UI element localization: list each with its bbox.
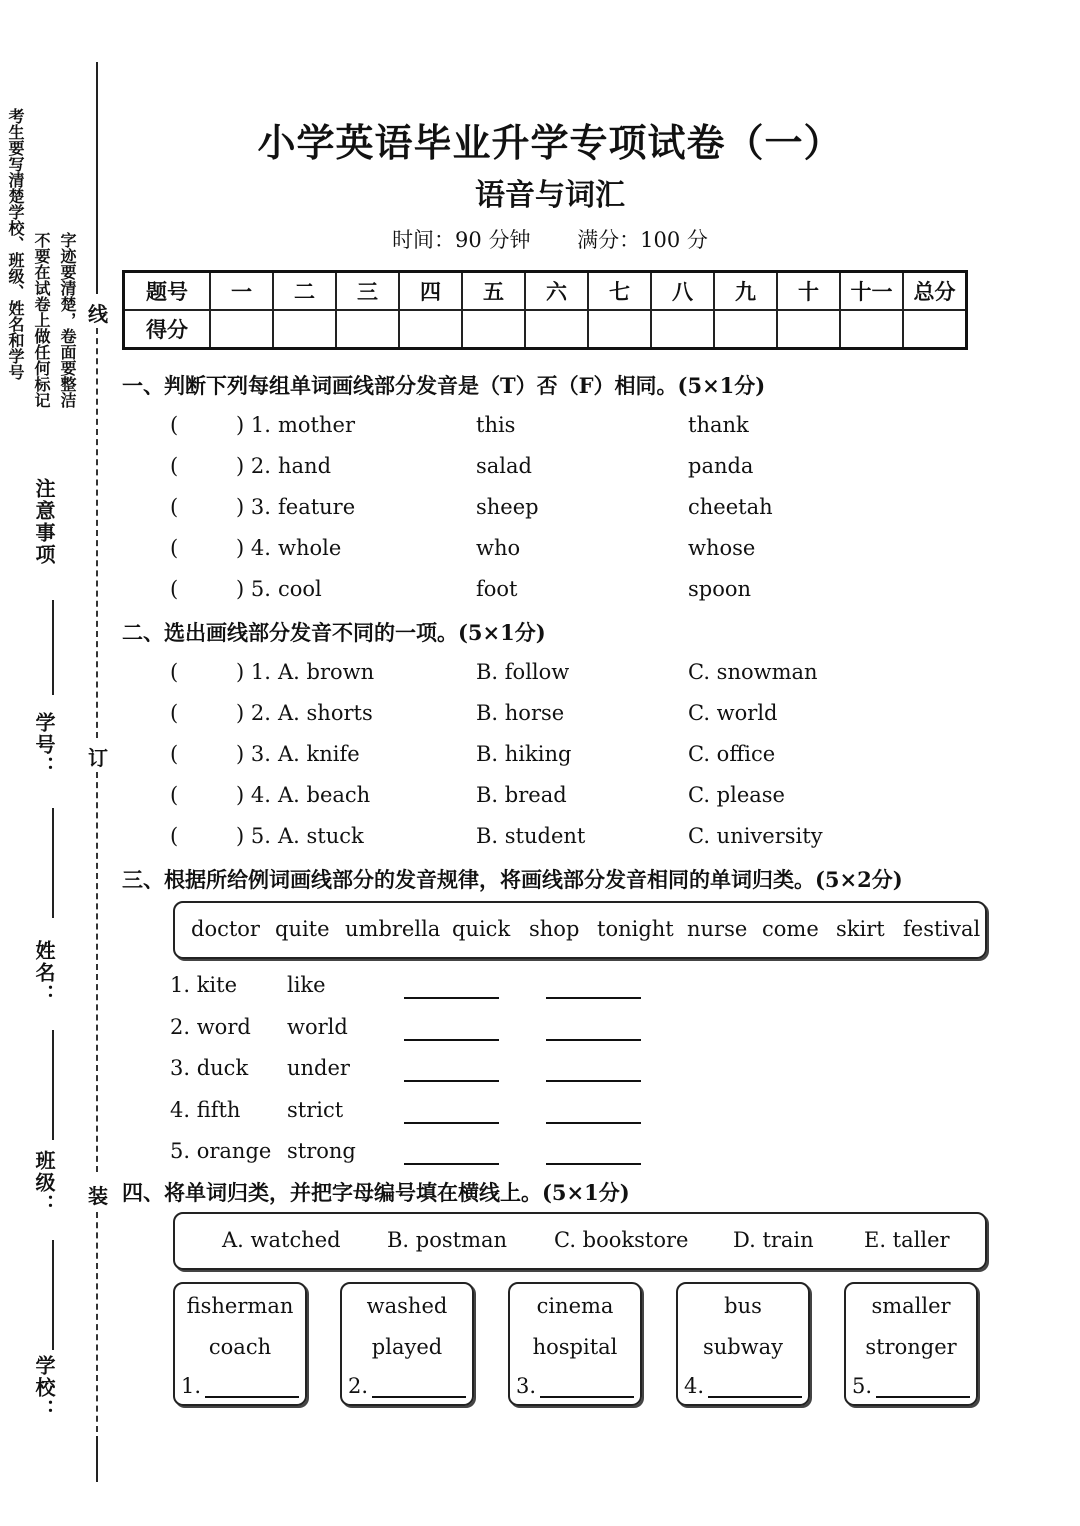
col-header: 四 — [399, 272, 462, 311]
col-header: 一 — [210, 272, 273, 311]
section-1-title: 一、判断下列每组单词画线部分发音是（T）否（F）相同。(5×1分) — [122, 373, 766, 398]
answer-blank[interactable] — [404, 1163, 499, 1165]
exam-info — [130, 224, 970, 254]
note-line-1: 考生要写清楚学校、班级、姓名和学号 — [6, 108, 25, 380]
score-cell[interactable] — [462, 310, 525, 349]
word-option: A. beach — [278, 783, 371, 807]
word-option: C. please — [688, 783, 785, 807]
answer-blank[interactable] — [404, 1080, 499, 1082]
option-bank-4 — [173, 1212, 987, 1270]
example-word: 2. word — [170, 1014, 251, 1039]
col-header: 九 — [714, 272, 777, 311]
col-header: 十 — [777, 272, 840, 311]
example-word: world — [287, 1014, 348, 1039]
word-bank-3 — [173, 901, 987, 959]
word-option: A. brown — [278, 660, 375, 684]
category-word: played — [371, 1335, 443, 1359]
answer-blank[interactable] — [404, 997, 499, 999]
col-header: 七 — [588, 272, 651, 311]
word-option: A. shorts — [278, 701, 373, 725]
table-row — [124, 272, 967, 311]
school-line[interactable] — [52, 1240, 54, 1350]
category-box — [173, 1282, 307, 1406]
example-word: strict — [287, 1097, 344, 1122]
word-bank-item: come — [762, 917, 819, 941]
word-option: B. follow — [476, 660, 570, 684]
score-cell[interactable] — [273, 310, 336, 349]
answer-blank[interactable] — [546, 1122, 641, 1124]
cut-mark-staple: 订 — [88, 746, 108, 770]
word-option: panda — [688, 454, 754, 478]
score-label: 得分 — [124, 310, 211, 349]
answer-blank[interactable] — [876, 1396, 970, 1398]
category-box — [340, 1282, 474, 1406]
word-bank-item: tonight — [597, 917, 674, 941]
answer-blank[interactable] — [404, 1122, 499, 1124]
col-header: 六 — [525, 272, 588, 311]
option-item: C. bookstore — [554, 1228, 689, 1252]
cut-mark-line: 线 — [88, 302, 108, 326]
name-label: 姓名： — [32, 940, 56, 1006]
score-cell[interactable] — [714, 310, 777, 349]
score-cell[interactable] — [840, 310, 903, 349]
answer-paren[interactable]: ( — [170, 660, 179, 684]
item-number: ) 2. — [236, 454, 271, 478]
word-option: B. bread — [476, 783, 567, 807]
category-word: subway — [702, 1335, 784, 1359]
binding-dash-3 — [96, 1212, 98, 1432]
category-word: fisherman — [186, 1294, 294, 1318]
note-line-3: 字迹要清楚，卷面要整洁 — [58, 232, 77, 408]
category-word: coach — [208, 1335, 272, 1359]
answer-blank[interactable] — [708, 1396, 802, 1398]
answer-blank[interactable] — [546, 1039, 641, 1041]
option-item: D. train — [733, 1228, 814, 1252]
category-box — [676, 1282, 810, 1406]
category-number: 4. — [684, 1374, 705, 1398]
answer-paren[interactable]: ( — [170, 495, 179, 519]
item-number: ) 2. — [236, 701, 271, 725]
word-option: this — [476, 413, 516, 437]
binding-line-top — [96, 62, 98, 294]
word-option: sheep — [476, 495, 539, 519]
answer-blank[interactable] — [546, 1080, 641, 1082]
option-item: E. taller — [864, 1228, 950, 1252]
item-number: ) 3. — [236, 742, 271, 766]
student-id-line[interactable] — [52, 600, 54, 695]
student-id-label: 学号： — [32, 712, 56, 778]
category-number: 5. — [852, 1374, 873, 1398]
item-number: ) 4. — [236, 783, 271, 807]
question-number-label: 题号 — [124, 272, 211, 311]
section-3-title: 三、根据所给例词画线部分的发音规律，将画线部分发音相同的单词归类。(5×2分) — [122, 867, 903, 892]
score-cell[interactable] — [336, 310, 399, 349]
score-cell[interactable] — [588, 310, 651, 349]
word-option: feature — [278, 495, 356, 519]
answer-blank[interactable] — [546, 997, 641, 999]
word-option: B. student — [476, 824, 586, 848]
item-number: ) 5. — [236, 824, 271, 848]
cut-mark-bind: 装 — [88, 1184, 108, 1208]
time-limit: 时间：90 分钟 — [392, 228, 531, 252]
category-word: hospital — [532, 1335, 618, 1359]
word-option: C. university — [688, 824, 823, 848]
page-subtitle: 语音与词汇 — [475, 178, 625, 213]
col-header: 三 — [336, 272, 399, 311]
example-word: under — [287, 1056, 350, 1080]
answer-paren[interactable]: ( — [170, 577, 179, 601]
page-title: 小学英语毕业升学专项试卷（一） — [257, 120, 843, 165]
word-option: mother — [278, 413, 355, 437]
word-bank-item: shop — [529, 917, 580, 941]
word-option: hand — [278, 454, 332, 478]
answer-paren[interactable]: ( — [170, 454, 179, 478]
category-word: washed — [366, 1294, 448, 1318]
section-4-title: 四、将单词归类，并把字母编号填在横线上。(5×1分) — [122, 1180, 630, 1205]
category-word: smaller — [871, 1294, 951, 1318]
class-line[interactable] — [52, 1030, 54, 1140]
example-word: 3. duck — [170, 1056, 249, 1080]
example-word: strong — [287, 1139, 356, 1163]
word-bank-item: quick — [452, 917, 511, 941]
category-number: 3. — [516, 1374, 537, 1398]
word-option: A. stuck — [278, 824, 364, 848]
item-number: ) 3. — [236, 495, 271, 519]
item-number: ) 4. — [236, 536, 271, 560]
answer-paren[interactable]: ( — [170, 413, 179, 437]
word-option: spoon — [688, 577, 752, 601]
option-item: A. watched — [222, 1228, 341, 1252]
score-cell[interactable] — [525, 310, 588, 349]
answer-blank[interactable] — [540, 1396, 634, 1398]
col-header: 二 — [273, 272, 336, 311]
word-option: C. world — [688, 701, 778, 725]
binding-line-bottom — [96, 1436, 98, 1482]
word-option: who — [476, 536, 521, 560]
word-option: cool — [278, 577, 322, 601]
word-option: A. knife — [278, 742, 360, 766]
notes-title: 注意事项 — [32, 478, 56, 566]
table-row — [124, 310, 967, 349]
score-cell[interactable] — [651, 310, 714, 349]
binding-margin — [0, 0, 110, 1526]
word-option: C. office — [688, 742, 776, 766]
answer-paren[interactable]: ( — [170, 824, 179, 848]
score-cell[interactable] — [903, 310, 967, 349]
word-bank-item: quite — [275, 917, 330, 941]
item-number: ) 1. — [236, 660, 271, 684]
category-word: stronger — [865, 1335, 957, 1359]
class-label: 班级： — [32, 1150, 56, 1216]
word-bank-item: festival — [903, 917, 981, 941]
word-bank-item: doctor — [191, 917, 260, 941]
category-box — [508, 1282, 642, 1406]
binding-dash-2 — [96, 772, 98, 1172]
word-option: thank — [688, 413, 749, 437]
word-bank-item: umbrella — [345, 917, 441, 941]
word-option: salad — [476, 454, 532, 478]
category-number: 2. — [348, 1374, 369, 1398]
score-table — [122, 270, 968, 350]
full-score: 满分：100 分 — [577, 228, 708, 252]
word-option: foot — [476, 577, 518, 601]
category-box — [844, 1282, 978, 1406]
school-label: 学校： — [32, 1355, 56, 1421]
category-word: bus — [724, 1294, 762, 1318]
word-bank-item: nurse — [687, 917, 748, 941]
word-option: whole — [278, 536, 342, 560]
example-word: 1. kite — [170, 973, 238, 997]
col-header: 八 — [651, 272, 714, 311]
word-option: C. snowman — [688, 660, 818, 684]
answer-blank[interactable] — [546, 1163, 641, 1165]
word-bank-item: skirt — [836, 917, 885, 941]
col-header: 五 — [462, 272, 525, 311]
answer-paren[interactable]: ( — [170, 742, 179, 766]
answer-blank[interactable] — [372, 1396, 466, 1398]
word-option: cheetah — [688, 495, 773, 519]
score-cell[interactable] — [210, 310, 273, 349]
word-option: B. hiking — [476, 742, 572, 766]
note-line-2: 不要在试卷上做任何标记 — [32, 232, 51, 408]
answer-paren[interactable]: ( — [170, 783, 179, 807]
item-number: ) 5. — [236, 577, 271, 601]
example-word: like — [287, 973, 326, 997]
answer-blank[interactable] — [404, 1039, 499, 1041]
score-cell[interactable] — [777, 310, 840, 349]
item-number: ) 1. — [236, 413, 271, 437]
word-option: whose — [688, 536, 756, 560]
option-item: B. postman — [387, 1228, 508, 1252]
category-number: 1. — [181, 1374, 202, 1398]
binding-dash-1 — [96, 328, 98, 738]
example-word: 5. orange — [170, 1139, 272, 1163]
word-option: B. horse — [476, 701, 565, 725]
section-2-title: 二、选出画线部分发音不同的一项。(5×1分) — [122, 620, 546, 645]
name-line[interactable] — [52, 808, 54, 918]
score-cell[interactable] — [399, 310, 462, 349]
example-word: 4. fifth — [170, 1097, 241, 1122]
col-header: 十一 — [840, 272, 903, 311]
category-word: cinema — [536, 1294, 614, 1318]
answer-blank[interactable] — [205, 1396, 299, 1398]
col-header: 总分 — [903, 272, 967, 311]
answer-paren[interactable]: ( — [170, 701, 179, 725]
answer-paren[interactable]: ( — [170, 536, 179, 560]
